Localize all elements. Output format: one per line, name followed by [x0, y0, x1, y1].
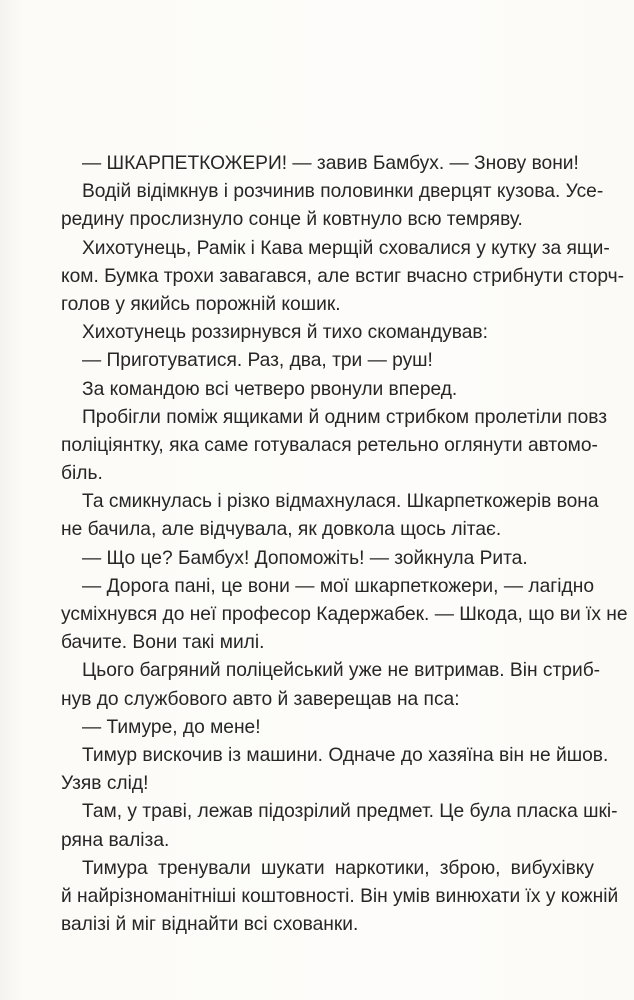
text-line: За командою всі четверо рвонули вперед. — [82, 378, 458, 400]
paragraph — [61, 319, 594, 347]
text-line: усміхнувся до неї професор Кадержабек. — Шкода, що ви їх не — [61, 604, 628, 625]
text-line: біль. — [61, 463, 103, 485]
text-line: Хихотунець, Рамік і Кава мерщій сховалися у кутку за ящи- — [82, 237, 610, 259]
paragraph — [61, 347, 594, 375]
text-line: й найрізноманітніші коштовності. Він умів винюхати їх у кожній — [61, 885, 619, 907]
body-text — [61, 150, 628, 939]
text-line: — ШКАРПЕТКОЖЕРИ! — завив Бамбух. — Знову вони! — [82, 153, 579, 174]
text-line: Узяв слід! — [61, 773, 149, 795]
paragraph — [61, 855, 619, 940]
text-line: Тимур вискочив із машини. Одначе до хазяїна він не йшов. — [82, 744, 609, 766]
paragraph — [61, 657, 601, 713]
text-line: — Приготуватися. Раз, два, три — руш! — [82, 350, 433, 372]
paragraph — [61, 150, 594, 178]
text-line: Та смикнулась і різко відмахнулася. Шкарпеткожерів вона — [82, 491, 599, 513]
text-line: Цього багряний поліцейський уже не витримав. Він стриб- — [82, 660, 601, 682]
paragraph — [61, 376, 594, 404]
paragraph — [61, 714, 594, 742]
text-line: редину прослизнуло сонце й ковтнуло всю темряву. — [61, 209, 523, 231]
paragraph — [61, 488, 599, 544]
paragraph — [61, 404, 608, 489]
text-line: бачите. Вони такі милі. — [61, 632, 265, 654]
text-line: Пробігли поміж ящиками й одним стрибком пролетіли повз — [82, 406, 608, 428]
text-line: Тимура тренували шукати наркотики, зброю, вибухівку — [82, 857, 594, 879]
text-line: не бачила, але відчувала, як довкола щось літає. — [61, 519, 502, 541]
paragraph — [61, 798, 618, 854]
text-line: ком. Бумка трохи завагався, але встиг вчасно стрибнути сторч- — [61, 265, 624, 287]
text-line: валізі й міг віднайти всі схованки. — [61, 914, 359, 936]
paragraph — [61, 573, 628, 658]
text-line: Водій відімкнув і розчинив половинки дверцят кузова. Усе- — [82, 181, 604, 203]
paragraph — [61, 178, 604, 234]
text-line: Хихотунець роззирнувся й тихо скомандував: — [82, 322, 488, 344]
text-line: ряна валіза. — [61, 829, 170, 851]
text-line: — Що це? Бамбух! Допоможіть! — зойкнула Рита. — [82, 547, 528, 569]
paragraph — [61, 545, 594, 573]
text-line: голов у якийсь порожній кошик. — [61, 293, 341, 315]
text-line: — Тимуре, до мене! — [82, 716, 261, 738]
paragraph — [61, 235, 624, 320]
paragraph — [61, 742, 609, 798]
text-line: Там, у траві, лежав підозрілий предмет. Це була пласка шкі- — [82, 801, 618, 823]
text-line: — Дорога пані, це вони — мої шкарпеткожери, — лагідно — [82, 575, 594, 597]
text-line: поліціянтку, яка саме готувалася ретельно оглянути автомо- — [61, 434, 598, 456]
text-line: нув до службового авто й заверещав на пса: — [61, 688, 460, 710]
